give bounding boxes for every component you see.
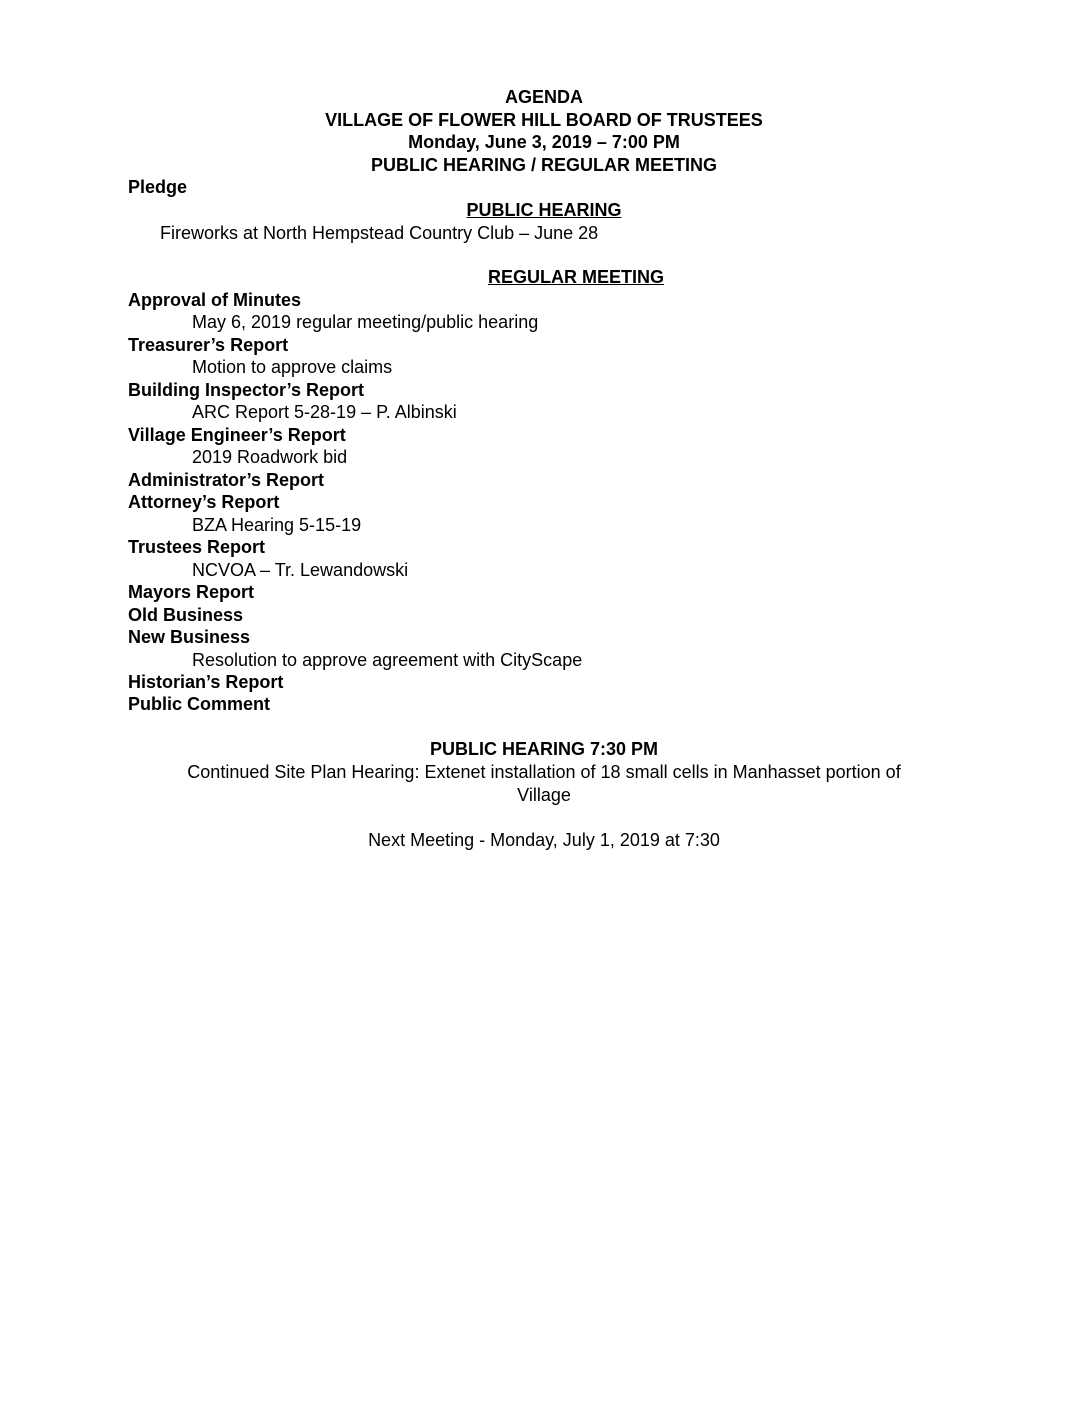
section-item-treasurers-report: Motion to approve claims — [192, 357, 393, 377]
meeting-date-time: Monday, June 3, 2019 – 7:00 PM — [408, 132, 680, 152]
section-heading-approval-of-minutes: Approval of Minutes — [128, 290, 302, 310]
section-item-building-inspectors-report: ARC Report 5-28-19 – P. Albinski — [192, 402, 457, 422]
agenda-title: AGENDA — [504, 87, 583, 107]
public-hearing-item: Fireworks at North Hempstead Country Club – June 28 — [160, 223, 599, 243]
section-heading-old-business: Old Business — [128, 605, 244, 625]
section-heading-mayors-report: Mayors Report — [128, 582, 255, 602]
public-hearing-2-line-2: Village — [517, 785, 571, 805]
regular-meeting-heading: REGULAR MEETING — [487, 267, 664, 287]
section-heading-trustees-report: Trustees Report — [128, 537, 266, 557]
section-item-approval-of-minutes: May 6, 2019 regular meeting/public hearing — [192, 312, 539, 332]
meeting-type: PUBLIC HEARING / REGULAR MEETING — [370, 155, 717, 175]
section-heading-treasurers-report: Treasurer’s Report — [128, 335, 289, 355]
organization-title: VILLAGE OF FLOWER HILL BOARD OF TRUSTEES — [325, 110, 763, 130]
section-heading-building-inspectors-report: Building Inspector’s Report — [128, 380, 365, 400]
section-item-village-engineers-report: 2019 Roadwork bid — [192, 447, 348, 467]
public-hearing-2-heading: PUBLIC HEARING 7:30 PM — [429, 739, 659, 759]
section-heading-new-business: New Business — [128, 627, 251, 647]
section-heading-public-comment: Public Comment — [128, 694, 271, 714]
section-item-new-business: Resolution to approve agreement with CityScape — [192, 650, 583, 670]
section-heading-historians-report: Historian’s Report — [128, 672, 284, 692]
section-item-attorneys-report: BZA Hearing 5-15-19 — [192, 515, 362, 535]
section-heading-village-engineers-report: Village Engineer’s Report — [128, 425, 346, 445]
section-heading-attorneys-report: Attorney’s Report — [128, 492, 280, 512]
section-heading-administrators-report: Administrator’s Report — [128, 470, 325, 490]
pledge-heading: Pledge — [128, 177, 188, 197]
public-hearing-heading: PUBLIC HEARING — [466, 200, 622, 220]
section-item-trustees-report: NCVOA – Tr. Lewandowski — [192, 560, 409, 580]
next-meeting: Next Meeting - Monday, July 1, 2019 at 7:30 — [368, 830, 720, 850]
public-hearing-2-line-1: Continued Site Plan Hearing: Extenet installation of 18 small cells in Manhasset portion of — [187, 762, 901, 782]
